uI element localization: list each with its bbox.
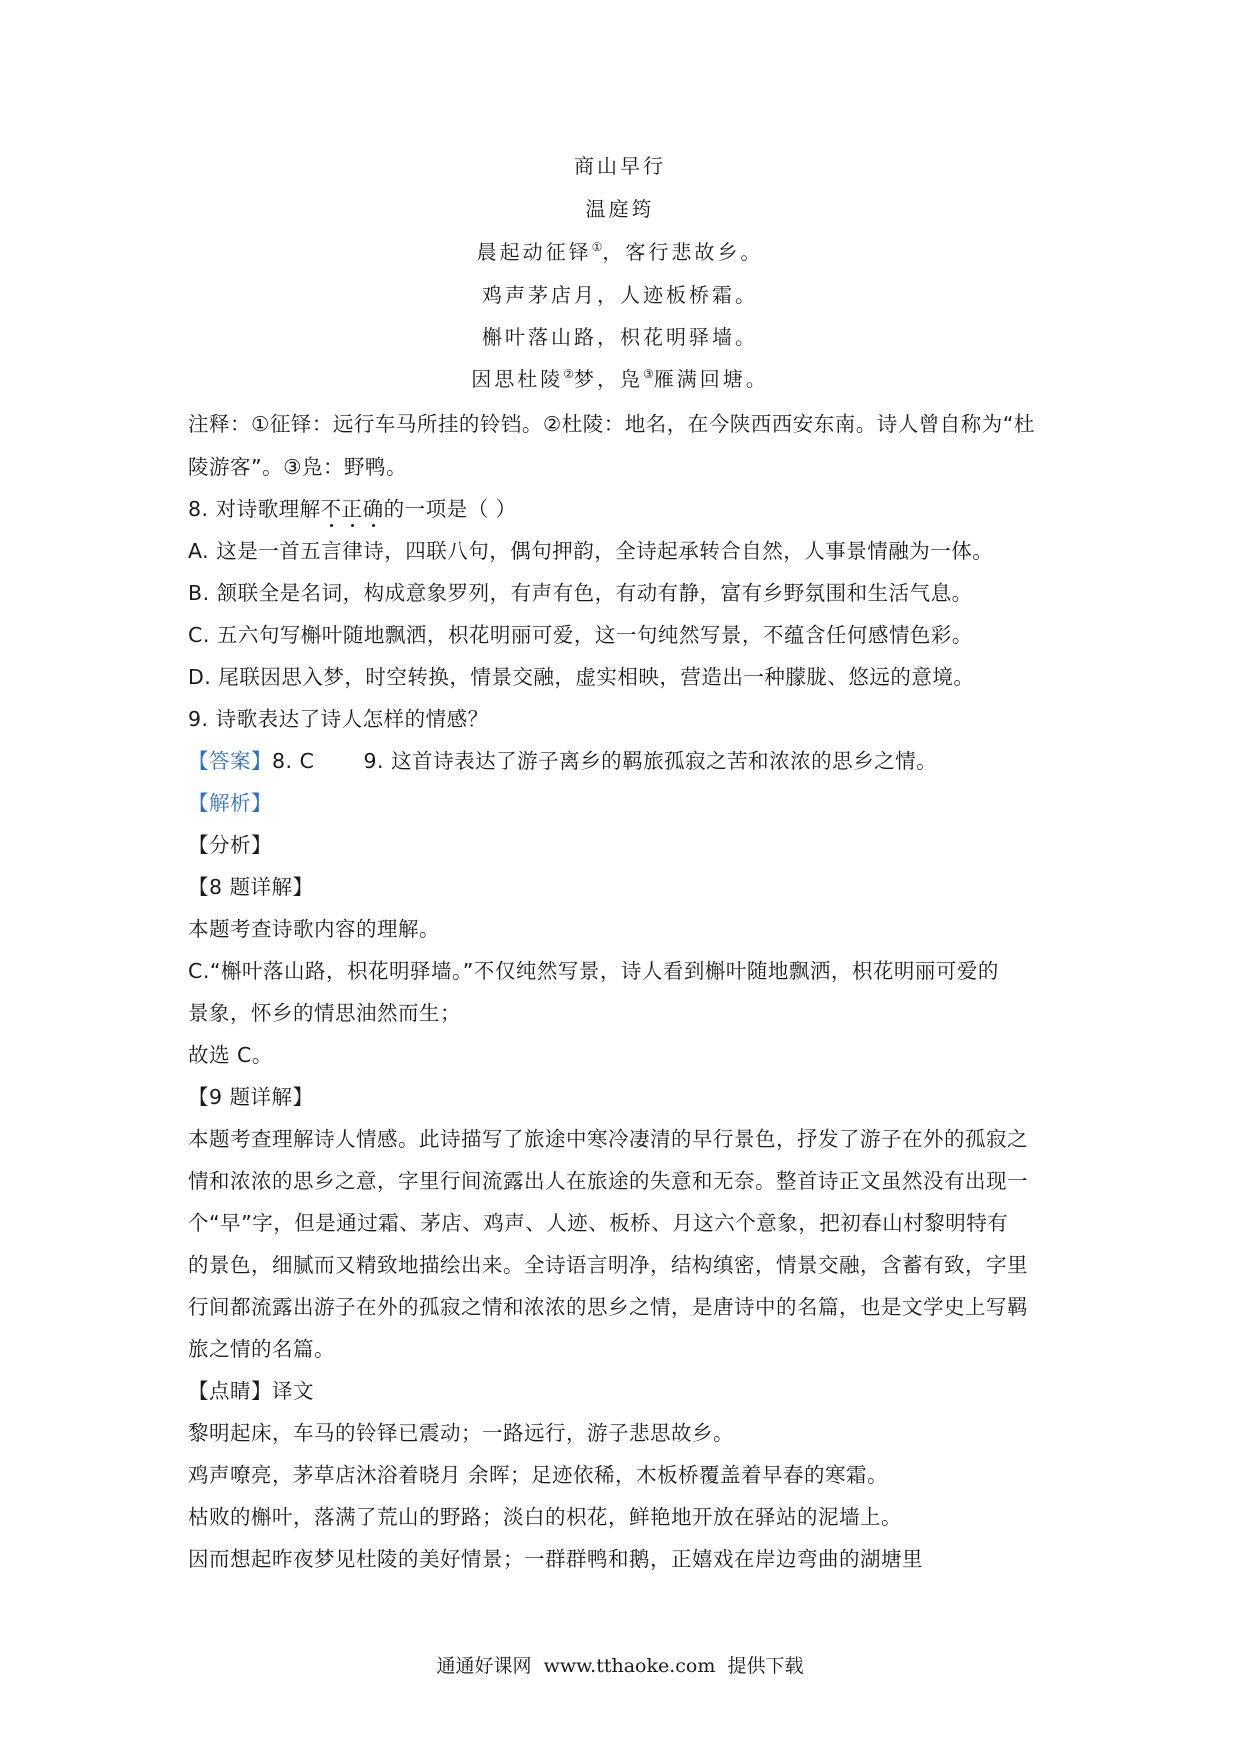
notes-line-1: 注释：①征铎：远行车马所挂的铃铛。②杜陵：地名，在今陕西西安东南。诗人曾自称为“杜: [188, 412, 1035, 436]
question-9: 9. 诗歌表达了诗人怎样的情感？: [188, 707, 489, 731]
page-footer: [0, 1651, 1240, 1678]
q8-detail-line-1: 本题考查诗歌内容的理解。: [188, 917, 440, 941]
q9-detail-line-1: 本题考查理解诗人情感。此诗描写了旅途中寒冷凄清的早行景色，抒发了游子在外的孤寂之: [188, 1127, 1028, 1151]
question-8-prefix: 8. 对诗歌理解: [188, 497, 321, 521]
footnote-ref-1: ①: [591, 240, 603, 254]
notes-line-2: 陵游客”。③凫：野鸭。: [188, 455, 407, 479]
poem-line-2-text: 鸡声茅店月，人迹板桥霜。: [482, 283, 758, 307]
translation-line-3: 枯败的槲叶，落满了荒山的野路；淡白的枳花，鲜艳地开放在驿站的泥墙上。: [188, 1505, 902, 1529]
poem-line-1-b: ，客行悲故乡。: [602, 240, 764, 264]
q9-detail-line-6: 旅之情的名篇。: [188, 1337, 335, 1361]
q9-detail-heading: 【9 题详解】: [188, 1085, 314, 1109]
poem-line-3: [0, 321, 1240, 350]
q8-detail-heading: 【8 题详解】: [188, 875, 314, 899]
translation-line-4: 因而想起昨夜梦见杜陵的美好情景；一群群鸭和鹅，正嬉戏在岸边弯曲的湖塘里: [188, 1547, 923, 1571]
poem-line-2: [0, 279, 1240, 308]
footnote-ref-3: ③: [643, 367, 654, 381]
poem-line-4: [0, 363, 1240, 392]
question-8: [188, 492, 1058, 522]
answer-line: [188, 744, 1058, 774]
translation-line-1: 黎明起床，车马的铃铎已震动；一路远行，游子悲思故乡。: [188, 1421, 734, 1445]
analysis-tag: [188, 786, 1058, 816]
fenxi-heading: 【分析】: [188, 833, 272, 857]
q9-detail-line-4: 的景色，细腻而又精致地描绘出来。全诗语言明净，结构缜密，情景交融，含蓄有致，字里: [188, 1253, 1028, 1277]
poem-line-4-c: 雁满回塘。: [653, 367, 769, 391]
answer-text: 8. C 9. 这首诗表达了游子离乡的羁旅孤寂之苦和浓浓的思乡之情。: [272, 749, 938, 773]
emphasis-char: 确: [363, 492, 384, 522]
poem-author-text: 温庭筠: [585, 197, 655, 221]
translation-line-2: 鸡声嘹亮，茅草店沐浴着晓月 余晖；足迹依稀，木板桥覆盖着早春的寒霜。: [188, 1463, 889, 1487]
q8-detail-line-3: 景象，怀乡的情思油然而生；: [188, 1001, 461, 1025]
answer-tag: 【答案】: [188, 749, 272, 773]
emphasis-char: 正: [342, 492, 363, 522]
poem-line-3-text: 槲叶落山路，枳花明驿墙。: [482, 325, 758, 349]
q9-detail-line-5: 行间都流露出游子在外的孤寂之情和浓浓的思乡之情，是唐诗中的名篇，也是文学史上写羁: [188, 1295, 1028, 1319]
poem-line-1-a: 晨起动征铎: [476, 240, 592, 264]
option-b: B. 颔联全是名词，构成意象罗列，有声有色，有动有静，富有乡野氛围和生活气息。: [188, 581, 973, 605]
q8-detail-line-2: C.“槲叶落山路，枳花明驿墙。”不仅纯然写景，诗人看到槲叶随地飘洒，枳花明丽可爱的: [188, 959, 999, 983]
footnote-ref-2: ②: [563, 367, 574, 381]
q8-detail-line-4: 故选 C。: [188, 1043, 273, 1067]
emphasis-char: 不: [321, 492, 342, 522]
dianjing-heading: 【点睛】译文: [188, 1379, 314, 1403]
poem-line-4-b: 梦，凫: [574, 367, 643, 391]
q9-detail-line-3: 个“早”字，但是通过霜、茅店、鸡声、人迹、板桥、月这六个意象，把初春山村黎明特有: [188, 1211, 1009, 1235]
poem-line-1: [0, 236, 1240, 265]
poem-author: [0, 193, 1240, 222]
footer-text: 通通好课网 www.tthaoke.com 提供下载: [436, 1655, 804, 1677]
option-a: A. 这是一首五言律诗，四联八句，偶句押韵，全诗起承转合自然，人事景情融为一体。: [188, 539, 994, 563]
analysis-tag-text: 【解析】: [188, 791, 272, 815]
q9-detail-line-2: 情和浓浓的思乡之意，字里行间流露出人在旅途的失意和无奈。整首诗正文虽然没有出现一: [188, 1169, 1028, 1193]
poem-title-text: 商山早行: [574, 154, 666, 178]
poem-title: [0, 150, 1240, 179]
option-d: D. 尾联因思入梦，时空转换，情景交融，虚实相映，营造出一种朦胧、悠远的意境。: [188, 665, 975, 689]
option-c: C. 五六句写槲叶随地飘洒，枳花明丽可爱，这一句纯然写景，不蕴含任何感情色彩。: [188, 623, 973, 647]
poem-line-4-a: 因思杜陵: [471, 367, 564, 391]
question-8-suffix: 的一项是（ ）: [383, 497, 517, 521]
